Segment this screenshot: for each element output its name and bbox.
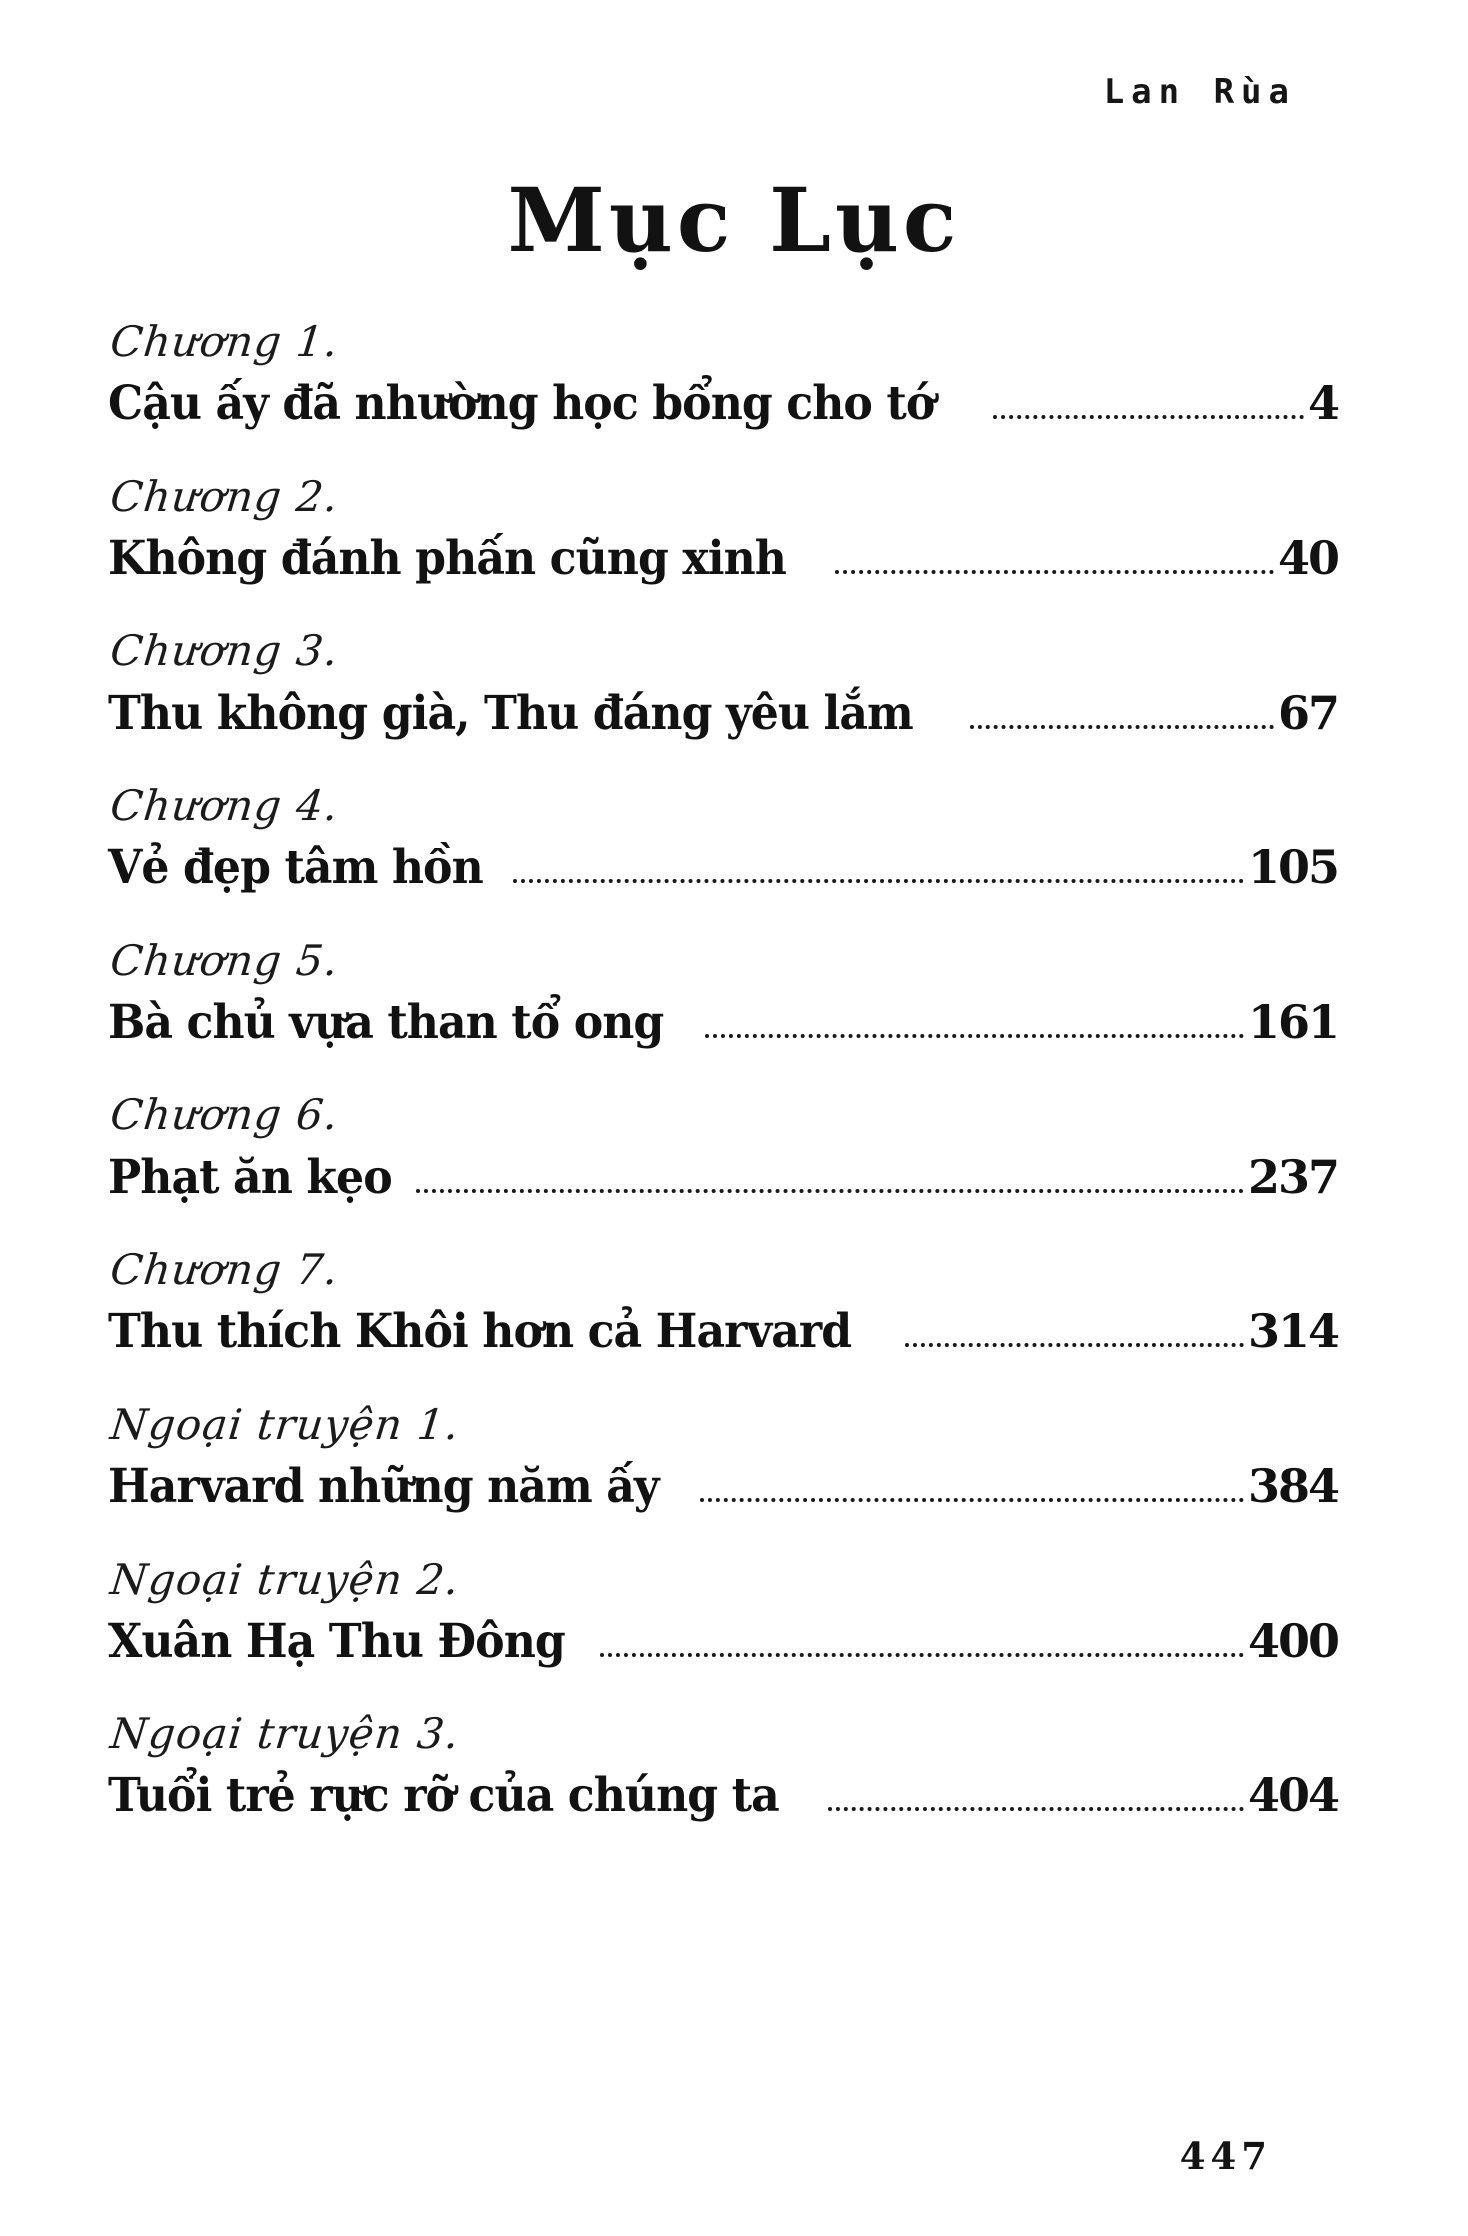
toc-entry <box>108 1401 1338 1516</box>
toc-entry-line <box>108 376 1338 432</box>
toc-entry-line <box>108 1768 1338 1824</box>
toc-entry <box>108 937 1338 1052</box>
dotted-leader <box>705 1034 1244 1038</box>
dotted-leader <box>416 1189 1244 1193</box>
folio-page-number: 447 <box>1179 2134 1272 2178</box>
toc-entry-page-number: 105 <box>1247 840 1338 895</box>
dotted-leader <box>905 1343 1244 1347</box>
toc-entry-title: Không đánh phấn cũng xinh <box>108 530 786 586</box>
dotted-leader <box>970 725 1274 729</box>
toc-entry-title: Vẻ đẹp tâm hồn <box>108 840 483 896</box>
dotted-leader <box>993 415 1304 419</box>
toc-entry <box>108 318 1338 433</box>
dotted-leader <box>600 1653 1244 1657</box>
dotted-leader <box>828 1807 1244 1811</box>
toc-entry-label: Chương 4. <box>108 781 342 831</box>
toc-entry-line <box>108 686 1338 742</box>
toc-entry-label: Chương 1. <box>108 317 342 366</box>
toc-entry <box>108 1091 1338 1206</box>
toc-entry-page-number: 404 <box>1247 1768 1338 1823</box>
toc-entry <box>108 473 1338 588</box>
toc-entry-title: Cậu ấy đã nhường học bổng cho tớ <box>108 376 935 432</box>
toc-entry-label: Chương 2. <box>108 471 342 521</box>
toc-entry-page-number: 67 <box>1277 685 1338 740</box>
toc-entry-label: Chương 5. <box>108 935 342 985</box>
toc-entry-line <box>108 1459 1338 1515</box>
toc-entry-title: Thu thích Khôi hơn cả Harvard <box>108 1304 852 1360</box>
author-header: Lan Rùa <box>1103 72 1296 112</box>
toc-entry-label: Chương 6. <box>108 1090 342 1140</box>
toc-entry-label: Chương 3. <box>108 626 342 676</box>
toc-entry-line <box>108 1614 1338 1670</box>
toc-entry-title: Bà chủ vựa than tổ ong <box>108 995 664 1051</box>
toc-entry-line <box>108 995 1338 1051</box>
toc-entry-label: Chương 7. <box>108 1245 342 1295</box>
toc-entry-title: Thu không già, Thu đáng yêu lắm <box>108 685 913 741</box>
toc-entry-title: Harvard những năm ấy <box>108 1459 659 1515</box>
toc-entry <box>108 782 1338 897</box>
toc-entry-title: Phạt ăn kẹo <box>108 1149 392 1205</box>
toc-entry-line <box>108 1150 1338 1206</box>
dotted-leader <box>700 1498 1244 1502</box>
toc-entry-line <box>108 531 1338 587</box>
toc-entry-page-number: 384 <box>1247 1459 1338 1514</box>
toc-entry-title: Xuân Hạ Thu Đông <box>108 1613 565 1669</box>
toc-entry <box>108 1246 1338 1361</box>
toc-entry-page-number: 161 <box>1247 995 1338 1050</box>
toc-entry-title: Tuổi trẻ rực rỡ của chúng ta <box>108 1768 779 1824</box>
toc-entry <box>108 1710 1338 1825</box>
toc-entry-label: Ngoại truyện 2. <box>108 1554 462 1604</box>
toc-list <box>108 318 1338 1865</box>
toc-entry-line <box>108 840 1338 896</box>
toc-entry-line <box>108 1304 1338 1360</box>
page-title: Mục Lục <box>507 168 961 272</box>
toc-entry-page-number: 314 <box>1247 1304 1338 1359</box>
toc-entry-page-number: 400 <box>1247 1613 1338 1668</box>
toc-entry <box>108 1556 1338 1671</box>
dotted-leader <box>835 570 1274 574</box>
dotted-leader <box>513 879 1244 883</box>
toc-entry-label: Ngoại truyện 3. <box>108 1709 462 1759</box>
toc-entry-label: Ngoại truyện 1. <box>108 1399 462 1449</box>
toc-entry-page-number: 4 <box>1307 376 1338 431</box>
toc-entry-page-number: 40 <box>1277 530 1338 585</box>
toc-entry <box>108 627 1338 742</box>
toc-entry-page-number: 237 <box>1247 1149 1338 1204</box>
